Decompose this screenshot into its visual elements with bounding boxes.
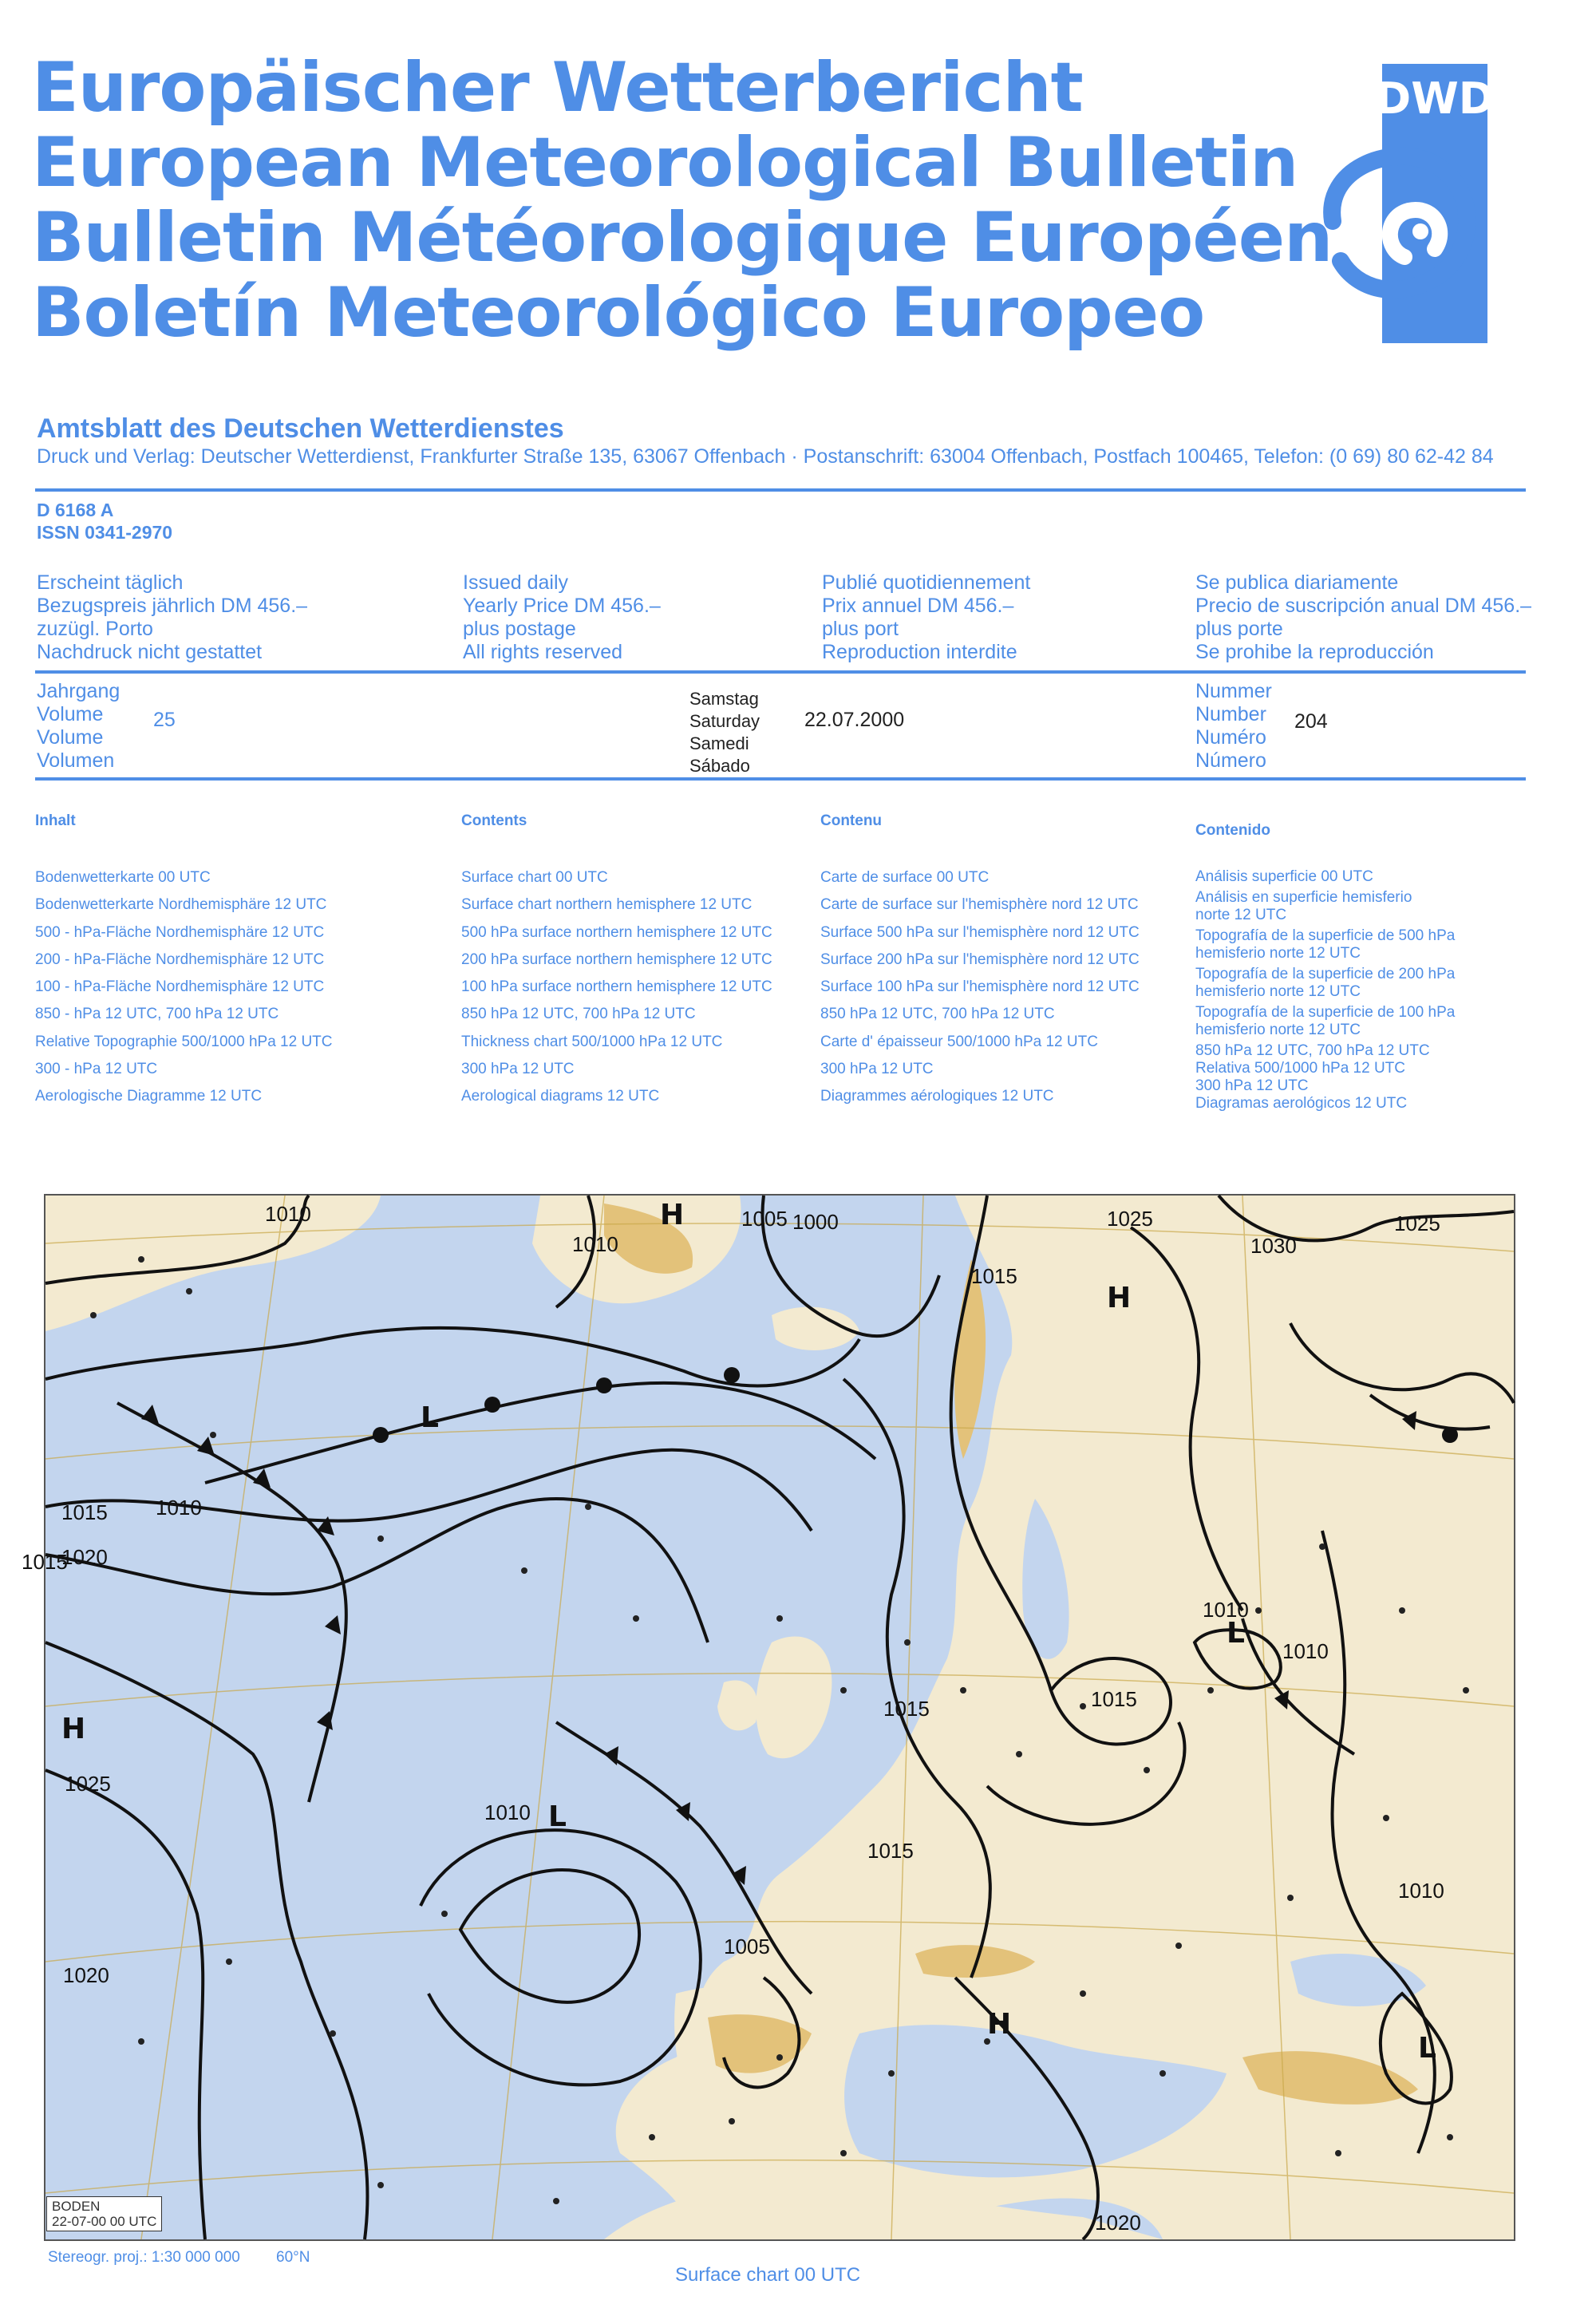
contents-item: 300 - hPa 12 UTC [35,1061,158,1078]
isobar-label: 1030 [1250,1234,1297,1258]
high-center: H [1107,1282,1132,1314]
number-label: Number [1195,703,1266,725]
day-labels [689,688,760,777]
title-es: Boletín Meteorológico Europeo [32,273,1205,353]
issue-date: 22.07.2000 [804,709,905,731]
title-fr: Bulletin Météorologique Européen [32,198,1333,278]
map-projection: Stereogr. proj.: 1:30 000 000 [48,2249,240,2266]
issue-info-de [37,571,307,664]
contents-item: 100 hPa surface northern hemisphere 12 UTC [461,978,772,996]
divider [35,670,1526,674]
contents-item: Diagrammes aérologiques 12 UTC [820,1088,1054,1105]
number-labels [1195,680,1272,773]
contents-item: 200 hPa surface northern hemisphere 12 UTC [461,951,772,968]
contents-item: Bodenwetterkarte Nordhemisphäre 12 UTC [35,896,327,914]
contents-item: 850 hPa 12 UTC, 700 hPa 12 UTC [1195,1042,1430,1059]
title-de: Europäischer Wetterbericht [32,48,1083,128]
contents-item: 500 hPa surface northern hemisphere 12 UTC [461,923,772,941]
isobar-label: 1010 [484,1800,531,1824]
isobar-label: 1020 [1095,2211,1141,2235]
number-value: 204 [1294,710,1328,733]
issue-info-line: Yearly Price DM 456.– [463,595,661,617]
contents-item: Surface chart 00 UTC [461,869,608,886]
issue-info-fr [822,571,1030,664]
issue-info-line: plus port [822,618,899,640]
issue-info-line: plus postage [463,618,576,640]
issue-info-line: plus porte [1195,618,1283,640]
isobar-label: 1010 [156,1496,202,1520]
isobar-label: 1020 [63,1963,109,1987]
isobar-label: 1000 [792,1210,839,1234]
contents-list-de [35,864,333,1111]
isobar-label: 1005 [741,1207,788,1231]
contents-heading-fr: Contenu [820,812,883,829]
contents-item: 300 hPa 12 UTC [820,1061,934,1078]
isobar-label: 1005 [724,1935,770,1958]
contents-list-en [461,864,772,1111]
map-caption: Surface chart 00 UTC [675,2264,861,2286]
day-label: Samstag [689,689,759,709]
isobar-label: 1025 [1107,1207,1153,1231]
issue-info-line: Se publica diariamente [1195,571,1399,594]
contents-item: Surface 100 hPa sur l'hemisphère nord 12 UTC [820,978,1140,996]
isobar-label: 1010 [265,1202,311,1226]
contents-item: Surface 200 hPa sur l'hemisphère nord 12 UTC [820,951,1140,968]
volume-label: Volumen [37,749,115,772]
isobar-label: 1010 [1282,1639,1329,1663]
contents-item: 500 - hPa-Fläche Nordhemisphäre 12 UTC [35,923,325,941]
volume-label: Volume [37,726,104,749]
volume-value: 25 [153,709,176,731]
contents-list-fr [820,864,1140,1111]
day-label: Samedi [689,733,749,753]
contents-item: Carte de surface 00 UTC [820,869,990,886]
contents-item: 850 hPa 12 UTC, 700 hPa 12 UTC [461,1006,696,1023]
contents-item: Relative Topographie 500/1000 hPa 12 UTC [35,1033,333,1050]
isobar-label: 1015 [971,1264,1017,1288]
issue-info-line: zuzügl. Porto [37,618,153,640]
issue-info-line: Precio de suscripción anual DM 456.– [1195,595,1532,617]
publisher-address: Druck und Verlag: Deutscher Wetterdienst, Frankfurter Straße 135, 63067 Offenbach · Postanschrift: 63004 Offenbach, Postfach 100465, Telefon: (0 69) 80 62-42 84 [37,445,1494,468]
contents-item: 850 - hPa 12 UTC, 700 hPa 12 UTC [35,1006,279,1023]
contents-item: 300 hPa 12 UTC [461,1061,575,1078]
d-number: D 6168 A [37,500,114,520]
title-en: European Meteorological Bulletin [32,123,1298,203]
low-center: L [1227,1617,1245,1650]
dwd-logo [1301,57,1495,348]
day-label: Saturday [689,711,760,731]
isobar-label: 1015 [883,1697,930,1721]
contents-item: 850 hPa 12 UTC, 700 hPa 12 UTC [820,1006,1055,1023]
contents-item: Topografía de la superficie de 500 hPa hemisferio norte 12 UTC [1195,927,1456,962]
issue-info-line: Se prohibe la reproducción [1195,641,1434,663]
contents-item: 100 - hPa-Fläche Nordhemisphäre 12 UTC [35,978,325,996]
contents-item: Surface 500 hPa sur l'hemisphère nord 12 UTC [820,923,1140,941]
issue-info-line: Nachdruck nicht gestattet [37,641,263,663]
contents-heading-de: Inhalt [35,812,76,829]
contents-heading-es: Contenido [1195,822,1270,839]
issue-info-line: All rights reserved [463,641,623,663]
contents-item: 300 hPa 12 UTC [1195,1077,1309,1094]
contents-heading-en: Contents [461,812,527,829]
volume-label: Volume [37,703,104,725]
contents-item: Aerological diagrams 12 UTC [461,1088,660,1105]
volume-labels [37,680,120,773]
issue-info-line: Reproduction interdite [822,641,1017,663]
issue-info-line: Bezugspreis jährlich DM 456.– [37,595,308,617]
high-center: H [987,2008,1012,2041]
high-center: H [61,1713,86,1745]
high-center: H [660,1199,685,1231]
divider [35,777,1526,781]
isobar-label: 1015 [22,1550,68,1574]
contents-item: Análisis superficie 00 UTC [1195,868,1373,885]
dwd-logo-text: DWD [1375,73,1495,124]
surface-chart-map [22,1194,1515,2241]
contents-item: Diagramas aerológicos 12 UTC [1195,1095,1408,1112]
low-center: L [548,1800,567,1833]
contents-item: Bodenwetterkarte 00 UTC [35,869,211,886]
weather-map-svg [22,1196,1514,2239]
volume-label: Jahrgang [37,680,120,702]
contents-item: Relativa 500/1000 hPa 12 UTC [1195,1060,1405,1077]
issue-info-line: Erscheint täglich [37,571,184,594]
contents-item: Análisis en superficie hemisferio norte 12 UTC [1195,889,1412,923]
isobar-label: 1015 [867,1839,914,1863]
divider [35,488,1526,492]
contents-item: Aerologische Diagramme 12 UTC [35,1088,263,1105]
number-label: Nummer [1195,680,1272,702]
contents-item: Topografía de la superficie de 200 hPa hemisferio norte 12 UTC [1195,966,1456,1000]
contents-item: Topografía de la superficie de 100 hPa hemisferio norte 12 UTC [1195,1004,1456,1038]
stamp-line: BODEN [52,2199,101,2214]
isobar-label: 1025 [1394,1211,1440,1235]
isobar-label: 1015 [1091,1687,1137,1711]
map-latitude: 60°N [276,2249,310,2266]
contents-item: 200 - hPa-Fläche Nordhemisphäre 12 UTC [35,951,325,968]
isobar-label: 1010 [1203,1598,1249,1622]
low-center: L [1418,2032,1436,2065]
low-center: L [421,1401,439,1434]
issue-info-en [463,571,661,664]
isobar-label: 1010 [1398,1879,1444,1903]
issue-info-line: Issued daily [463,571,569,594]
contents-item: Carte d' épaisseur 500/1000 hPa 12 UTC [820,1033,1098,1050]
stamp-line: 22-07-00 00 UTC [52,2214,157,2229]
issue-info-es [1195,571,1531,664]
contents-item: Carte de surface sur l'hemisphère nord 12 UTC [820,896,1139,914]
publisher-title: Amtsblatt des Deutschen Wetterdienstes [37,413,564,444]
isobar-label: 1010 [572,1232,618,1256]
issue-info-line: Prix annuel DM 456.– [822,595,1014,617]
day-label: Sábado [689,756,750,776]
contents-item: Thickness chart 500/1000 hPa 12 UTC [461,1033,723,1050]
issue-info-line: Publié quotidiennement [822,571,1031,594]
map-stamp [46,2196,162,2231]
isobar-label: 1020 [61,1545,108,1569]
contents-item: Surface chart northern hemisphere 12 UTC [461,896,753,914]
number-label: Numéro [1195,726,1266,749]
number-label: Número [1195,749,1266,772]
issn: ISSN 0341-2970 [37,522,173,543]
isobar-label: 1025 [65,1772,111,1796]
contents-list-es [1195,868,1515,1113]
isobar-label: 1015 [61,1500,108,1524]
